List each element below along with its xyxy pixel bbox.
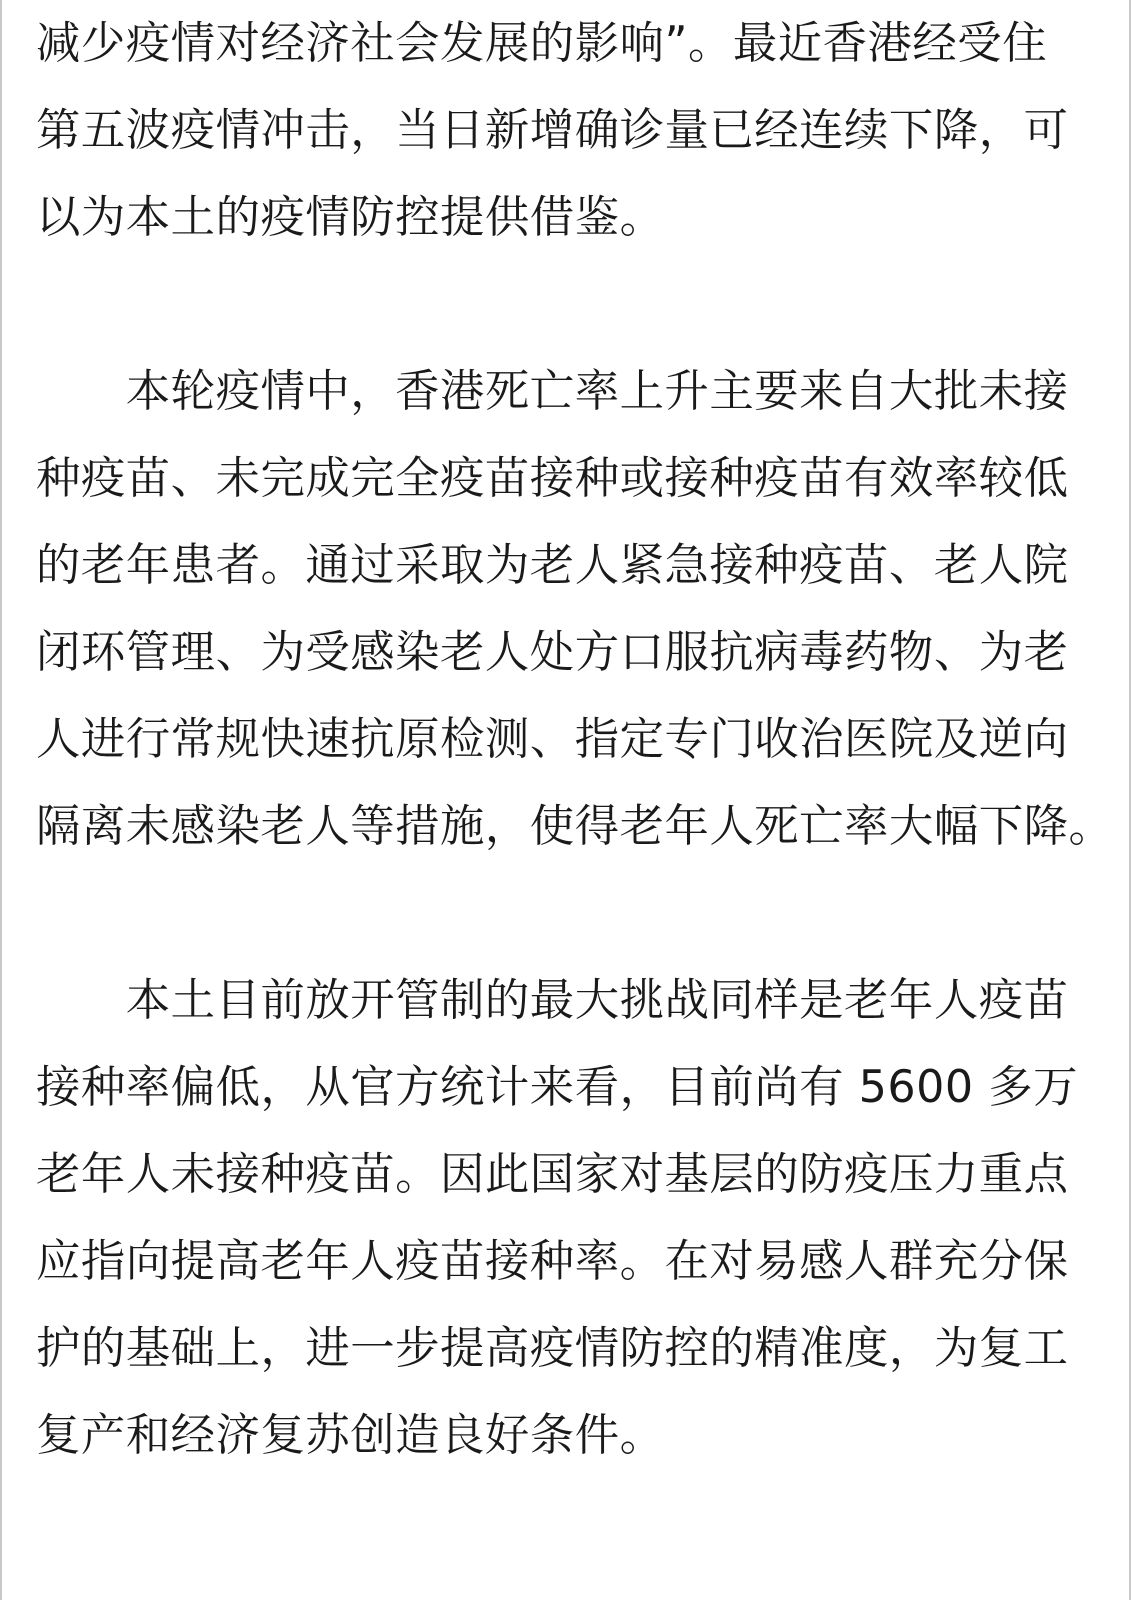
text-line: 减少疫情对经济社会发展的影响”。最近香港经受住 xyxy=(36,18,1048,69)
text-line: 第五波疫情冲击，当日新增确诊量已经连续下降，可 xyxy=(36,105,1069,156)
text-line: 的老年患者。通过采取为老人紧急接种疫苗、老人院 xyxy=(36,540,1069,591)
text-line: 人进行常规快速抗原检测、指定专门收治医院及逆向 xyxy=(36,714,1069,765)
article-body xyxy=(36,0,1114,1479)
text-line: 老年人未接种疫苗。因此国家对基层的防疫压力重点 xyxy=(36,1149,1069,1200)
text-line: 复产和经济复苏创造良好条件。 xyxy=(36,1410,665,1461)
paragraph-gap xyxy=(36,261,1096,348)
text-line: 以为本土的疫情防控提供借鉴。 xyxy=(36,192,665,243)
text-line: 接种率偏低，从官方统计来看，目前尚有 5600 多万 xyxy=(36,1062,1079,1113)
text-line: 闭环管理、为受感染老人处方口服抗病毒药物、为老 xyxy=(36,627,1069,678)
text-line: 隔离未感染老人等措施，使得老年人死亡率大幅下降。 xyxy=(36,801,1114,852)
text-line: 本轮疫情中，香港死亡率上升主要来自大批未接 xyxy=(36,366,1069,417)
paragraph-2 xyxy=(36,348,1114,870)
paragraph-3 xyxy=(36,957,1096,1479)
text-line: 护的基础上，进一步提高疫情防控的精准度，为复工 xyxy=(36,1323,1069,1374)
text-line: 种疫苗、未完成完全疫苗接种或接种疫苗有效率较低 xyxy=(36,453,1069,504)
text-line: 应指向提高老年人疫苗接种率。在对易感人群充分保 xyxy=(36,1236,1069,1287)
paragraph-1 xyxy=(36,0,1096,261)
text-line: 本土目前放开管制的最大挑战同样是老年人疫苗 xyxy=(36,975,1069,1026)
paragraph-gap xyxy=(36,870,1096,957)
